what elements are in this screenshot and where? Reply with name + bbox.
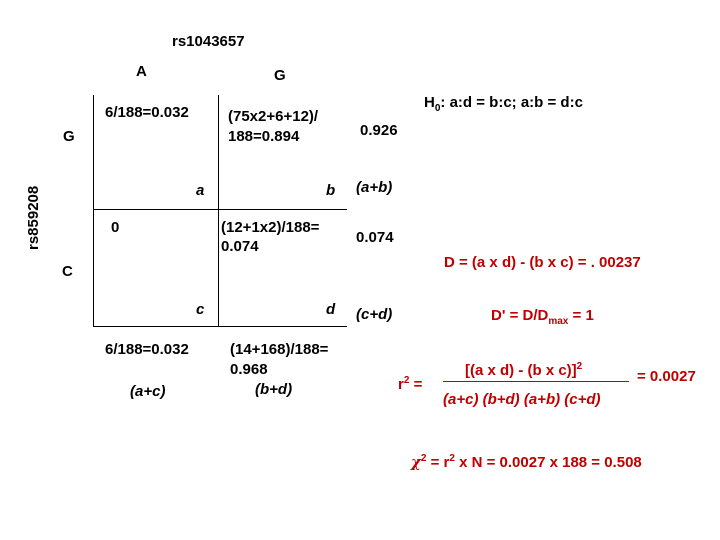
cell-d-value-line2: 0.074 (221, 238, 259, 255)
cell-a-letter: a (196, 182, 205, 199)
row1-total-label: (a+b) (356, 179, 393, 196)
r2-label (398, 372, 422, 394)
r2-denominator: (a+c) (b+d) (a+b) (c+d) (443, 391, 601, 408)
grid-line-middle (218, 95, 219, 327)
cell-c-letter: c (196, 301, 205, 318)
cell-d-value-line1: (12+1x2)/188= (221, 219, 320, 236)
chi-sup: 2 (420, 453, 427, 464)
dprime-prefix: D' = D/D (491, 307, 549, 324)
r2-sup: 2 (403, 375, 410, 386)
col1-total-value: 6/188=0.032 (105, 341, 189, 358)
grid-line-row-divider (93, 209, 347, 210)
hypothesis-subscript: 0 (434, 103, 441, 114)
dprime-suffix: = 1 (568, 307, 594, 324)
r2-numerator (465, 358, 582, 380)
grid-line-left (93, 95, 94, 327)
r2-numerator-sup: 2 (576, 361, 583, 372)
row1-total-value: 0.926 (360, 122, 398, 139)
row2-total-label: (c+d) (356, 306, 393, 323)
snp-top-label: rs1043657 (172, 33, 245, 50)
snp-left-label: rs859208 (25, 185, 42, 250)
d-formula: D = (a x d) - (b x c) = . 00237 (444, 254, 641, 271)
chi-mid: = r (426, 454, 450, 471)
chi-mid-sup: 2 (449, 453, 455, 464)
cell-c-value: 0 (111, 219, 120, 236)
row2-total-value: 0.074 (356, 229, 394, 246)
allele-left-c: C (62, 263, 73, 280)
cell-b-value-line2: 188=0.894 (228, 128, 300, 145)
cell-b-letter: b (326, 182, 336, 199)
dprime-subscript: max (548, 316, 569, 327)
chi-square-formula (411, 450, 642, 472)
chi-rest: x N = 0.0027 x 188 = 0.508 (454, 454, 642, 471)
col2-total-value-line2: 0.968 (230, 361, 268, 378)
hypothesis-text: : a:d = b:c; a:b = d:c (440, 94, 583, 111)
col2-total-label: (b+d) (255, 381, 293, 398)
hypothesis-prefix: H (424, 94, 435, 111)
r2-result: = 0.0027 (637, 368, 696, 385)
col1-total-label: (a+c) (130, 383, 166, 400)
grid-line-bottom (93, 326, 347, 327)
cell-a-value: 6/188=0.032 (105, 104, 189, 121)
allele-top-g: G (274, 67, 286, 84)
allele-top-a: A (136, 63, 147, 80)
col2-total-value-line1: (14+168)/188= (230, 341, 329, 358)
r2-base: r (398, 376, 404, 393)
cell-d-letter: d (326, 301, 336, 318)
chi-symbol: χ (411, 453, 421, 471)
r2-numerator-text: [(a x d) - (b x c)] (465, 362, 577, 379)
dprime-formula (491, 307, 594, 331)
hypothesis (424, 94, 583, 118)
cell-b-value-line1: (75x2+6+12)/ (228, 108, 319, 125)
r2-fraction-bar (443, 381, 629, 382)
allele-left-g: G (63, 128, 75, 145)
r2-eq: = (409, 376, 423, 393)
